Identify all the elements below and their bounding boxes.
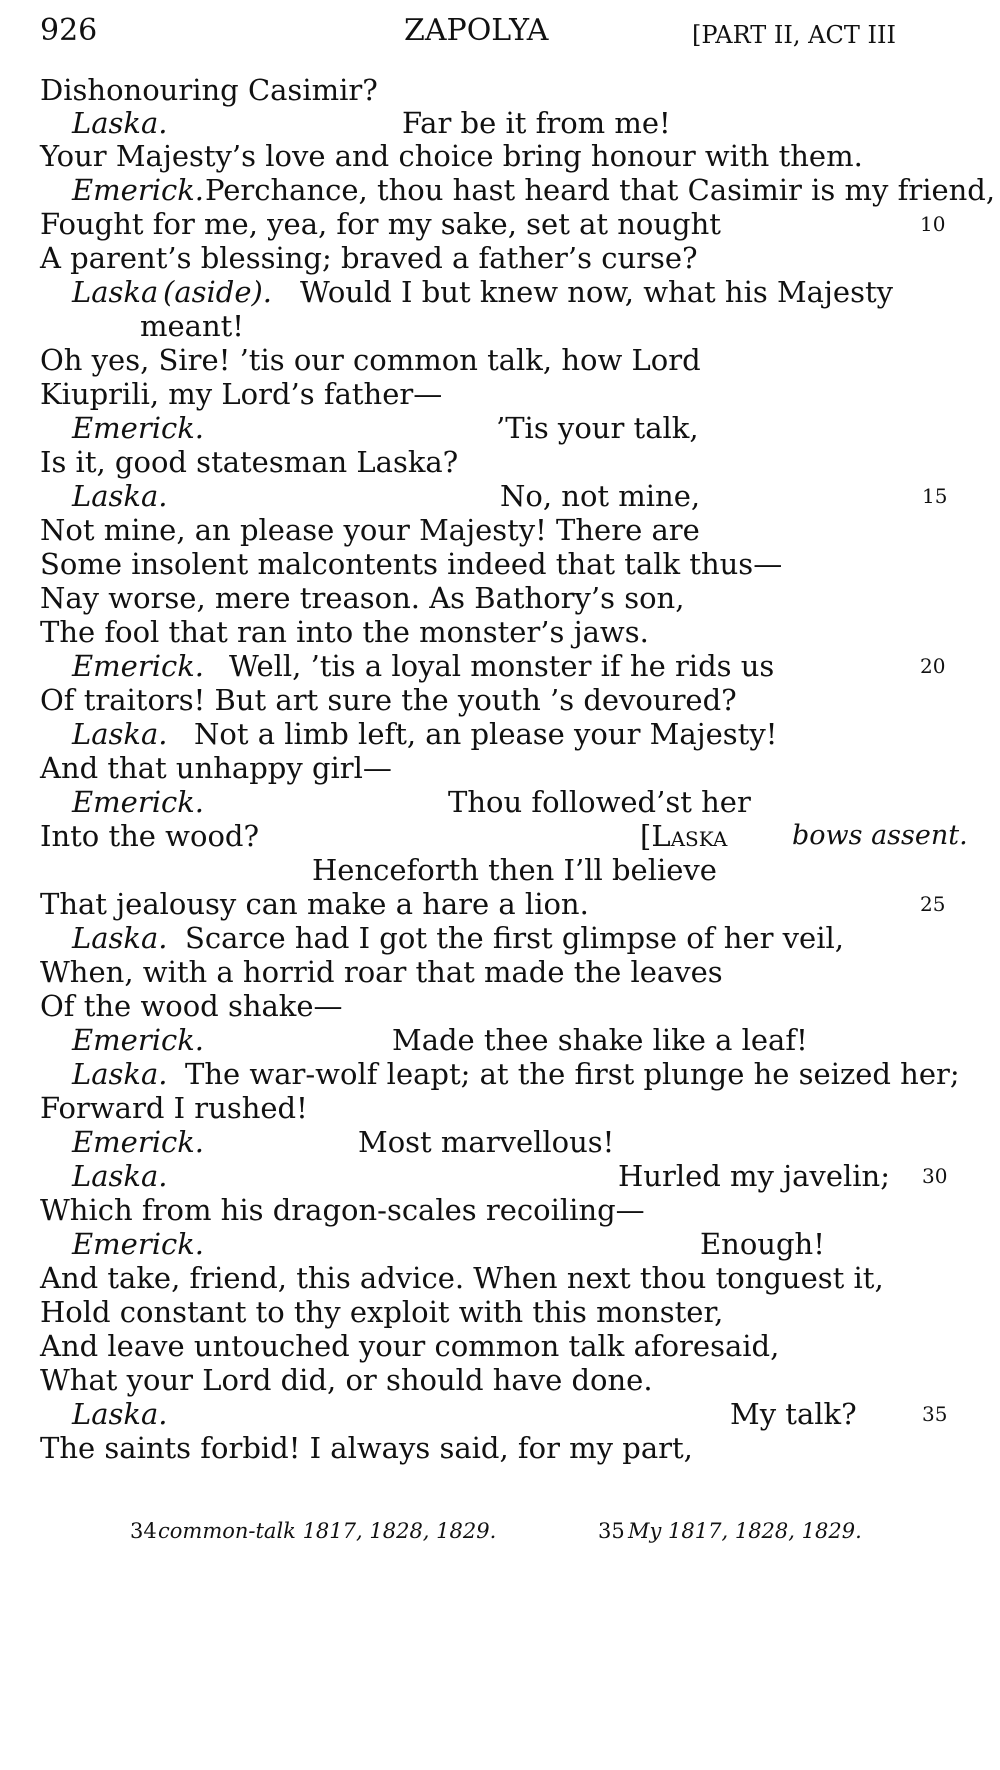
line-text: And take, friend, this advice. When next thou tonguest it,: [40, 1261, 884, 1295]
speaker-name: Emerick.: [72, 1125, 205, 1159]
verse-line: [0, 171, 1000, 209]
verse-line: [0, 1327, 1000, 1365]
line-text: Of the wood shake—: [40, 989, 343, 1023]
line-number: 25: [920, 892, 946, 916]
footnote-text: common-talk 1817, 1828, 1829.: [158, 1519, 497, 1543]
speaker-name: Emerick.: [72, 649, 205, 683]
line-text: Far be it from me!: [402, 106, 671, 140]
page-number: 926: [40, 13, 98, 48]
verse-line: [0, 1293, 1000, 1331]
line-text: Kiuprili, my Lord’s father—: [40, 377, 443, 411]
line-number: 30: [922, 1164, 948, 1188]
verse-line: [0, 375, 1000, 413]
line-text: Not a limb left, an please your Majesty!: [194, 717, 778, 751]
line-text: Which from his dragon-scales recoiling—: [40, 1193, 645, 1227]
speaker-name: Laska.: [72, 479, 168, 513]
line-text: That jealousy can make a hare a lion.: [40, 887, 589, 921]
line-text: The fool that ran into the monster’s jaws.: [40, 615, 649, 649]
verse-line: [0, 477, 1000, 515]
stage-direction: (aside).: [163, 275, 273, 309]
footnote-number: 35: [598, 1519, 625, 1543]
speaker-name: Laska.: [72, 717, 168, 751]
play-title: ZAPOLYA: [404, 13, 549, 48]
verse-line: [0, 511, 1000, 549]
speaker-name: Laska: [72, 275, 159, 309]
line-text: Hold constant to thy exploit with this monster,: [40, 1295, 724, 1329]
line-text: And leave untouched your common talk aforesaid,: [40, 1329, 780, 1363]
verse-line: [0, 1055, 1000, 1093]
line-text: Is it, good statesman Laska?: [40, 445, 459, 479]
speaker-name: Laska.: [72, 1397, 168, 1431]
verse-line: [0, 783, 1000, 821]
verse-line: [0, 817, 1000, 855]
verse-line: [0, 987, 1000, 1025]
line-text: No, not mine,: [500, 479, 701, 513]
running-header: [0, 12, 1000, 50]
verse-line: [0, 409, 1000, 447]
line-text: Oh yes, Sire! ’tis our common talk, how Lord: [40, 343, 701, 377]
line-text: Into the wood?: [40, 819, 260, 853]
line-text: Not mine, an please your Majesty! There are: [40, 513, 700, 547]
verse-line: [0, 1021, 1000, 1059]
line-text: Made thee shake like a leaf!: [392, 1023, 808, 1057]
line-text: Henceforth then I’ll believe: [312, 853, 717, 887]
verse-line: [0, 885, 1000, 923]
line-text: When, with a horrid roar that made the leaves: [40, 955, 723, 989]
speaker-name: Emerick.: [72, 173, 205, 207]
verse-line: [0, 1361, 1000, 1399]
footnotes: [0, 1512, 1000, 1550]
verse-line: [0, 1157, 1000, 1195]
verse-line: [0, 851, 1000, 889]
line-text: Well, ’tis a loyal monster if he rids us: [229, 649, 775, 683]
speaker-name: Emerick.: [72, 411, 205, 445]
line-text: Perchance, thou hast heard that Casimir is my friend,: [205, 173, 996, 207]
verse-line: [0, 205, 1000, 243]
verse-line: [0, 273, 1000, 311]
line-text: Enough!: [700, 1227, 825, 1261]
line-text: What your Lord did, or should have done.: [40, 1363, 653, 1397]
line-text: A parent’s blessing; braved a father’s curse?: [40, 241, 698, 275]
speaker-name: Laska.: [72, 106, 168, 140]
line-text: Would I but knew now, what his Majesty: [300, 275, 893, 309]
verse-line: [0, 919, 1000, 957]
verse-line: [0, 307, 1000, 345]
stage-direction: bows assent.: [792, 820, 968, 851]
verse-line: [0, 1225, 1000, 1263]
verse-line: [0, 715, 1000, 753]
line-text: Your Majesty’s love and choice bring honour with them.: [40, 139, 863, 173]
verse-line: [0, 239, 1000, 277]
line-text: The saints forbid! I always said, for my part,: [40, 1431, 693, 1465]
verse-line: [0, 749, 1000, 787]
footnote-text: My 1817, 1828, 1829.: [628, 1519, 862, 1543]
line-text: ’Tis your talk,: [496, 411, 699, 445]
verse-line: [0, 137, 1000, 175]
verse-line: [0, 1123, 1000, 1161]
line-text: meant!: [140, 309, 244, 343]
line-number: 15: [922, 484, 948, 508]
line-text: Some insolent malcontents indeed that talk thus—: [40, 547, 783, 581]
speaker-name: Emerick.: [72, 1023, 205, 1057]
stage-direction-name: [Laska: [640, 819, 728, 853]
line-number: 20: [920, 654, 946, 678]
line-text: Nay worse, mere treason. As Bathory’s son,: [40, 581, 685, 615]
speaker-name: Laska.: [72, 1159, 168, 1193]
line-number: 10: [920, 212, 946, 236]
line-text: And that unhappy girl—: [40, 751, 392, 785]
verse-line: [0, 579, 1000, 617]
verse-line: [0, 1191, 1000, 1229]
line-number: 35: [922, 1402, 948, 1426]
verse-line: [0, 953, 1000, 991]
line-text: My talk?: [730, 1397, 857, 1431]
verse-line: [0, 1429, 1000, 1467]
line-text: Scarce had I got the first glimpse of her veil,: [185, 921, 844, 955]
footnote-number: 34: [130, 1519, 157, 1543]
line-text: Forward I rushed!: [40, 1091, 308, 1125]
verse-line: [0, 1395, 1000, 1433]
verse-line: [0, 681, 1000, 719]
speaker-name: Laska.: [72, 1057, 168, 1091]
verse-line: [0, 1259, 1000, 1297]
speaker-name: Emerick.: [72, 785, 205, 819]
part-act-label: [PART II, ACT III: [692, 21, 896, 49]
verse-line: [0, 613, 1000, 651]
verse-line: [0, 341, 1000, 379]
line-text: Fought for me, yea, for my sake, set at nought: [40, 207, 721, 241]
line-text: Thou followed’st her: [448, 785, 751, 819]
line-text: Most marvellous!: [358, 1125, 615, 1159]
verse-line: [0, 545, 1000, 583]
line-text: The war-wolf leapt; at the first plunge he seized her;: [185, 1057, 960, 1091]
verse-line: [0, 1089, 1000, 1127]
line-text: Of traitors! But art sure the youth ’s devoured?: [40, 683, 737, 717]
verse-line: [0, 647, 1000, 685]
line-text: Hurled my javelin;: [618, 1159, 890, 1193]
speaker-name: Emerick.: [72, 1227, 205, 1261]
speaker-name: Laska.: [72, 921, 168, 955]
line-text: Dishonouring Casimir?: [40, 73, 378, 107]
verse-line: [0, 443, 1000, 481]
